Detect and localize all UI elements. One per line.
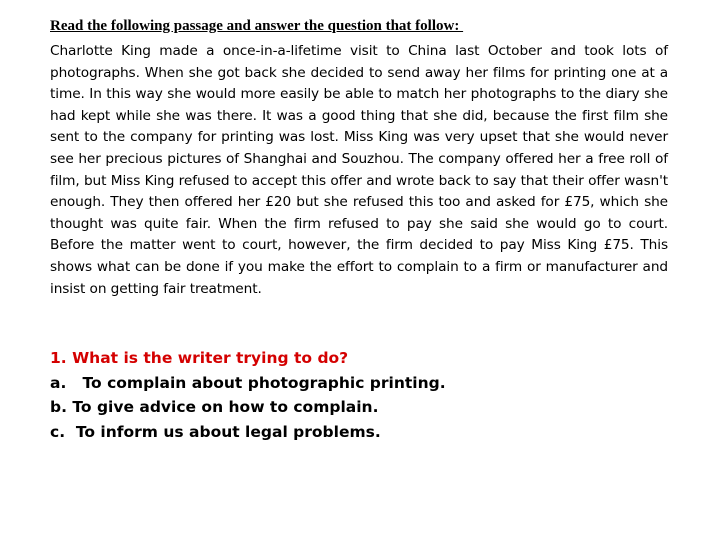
- passage-heading: Read the following passage and answer the question that follow:: [50, 18, 464, 34]
- answer-option-b: b. To give advice on how to complain.: [50, 398, 379, 416]
- answer-option-a: a. To complain about photographic printing.: [50, 373, 446, 392]
- question-block: [50, 346, 670, 444]
- question-text: 1. What is the writer trying to do?: [50, 349, 349, 367]
- answer-option-c: c. To inform us about legal problems.: [50, 422, 381, 441]
- reading-passage: Charlotte King made a once-in-a-lifetime visit to China last October and took lots of photographs. When she got back she decided to send away her films for printing one at a time. In this way she would more easily be able to match her photographs to the diary she had kept while she was there. It was a good thing that she did, because the first film she sent to the company for printing was lost. Miss King was very upset that she would never see her precious pictures of Shanghai and Souzhou. The company offered her a free roll of film, but Miss King refused to accept this offer and wrote back to say that their offer wasn't enough. They then offered her £20 but she refused this too and asked for £75, which she thought was quite fair. When the firm refused to pay she said she would go to court. Before the matter went to court, however, the firm decided to pay Miss King £75. This shows what can be done if you make the effort to complain to a firm or manufacturer and insist on getting fair treatment.: [50, 43, 668, 297]
